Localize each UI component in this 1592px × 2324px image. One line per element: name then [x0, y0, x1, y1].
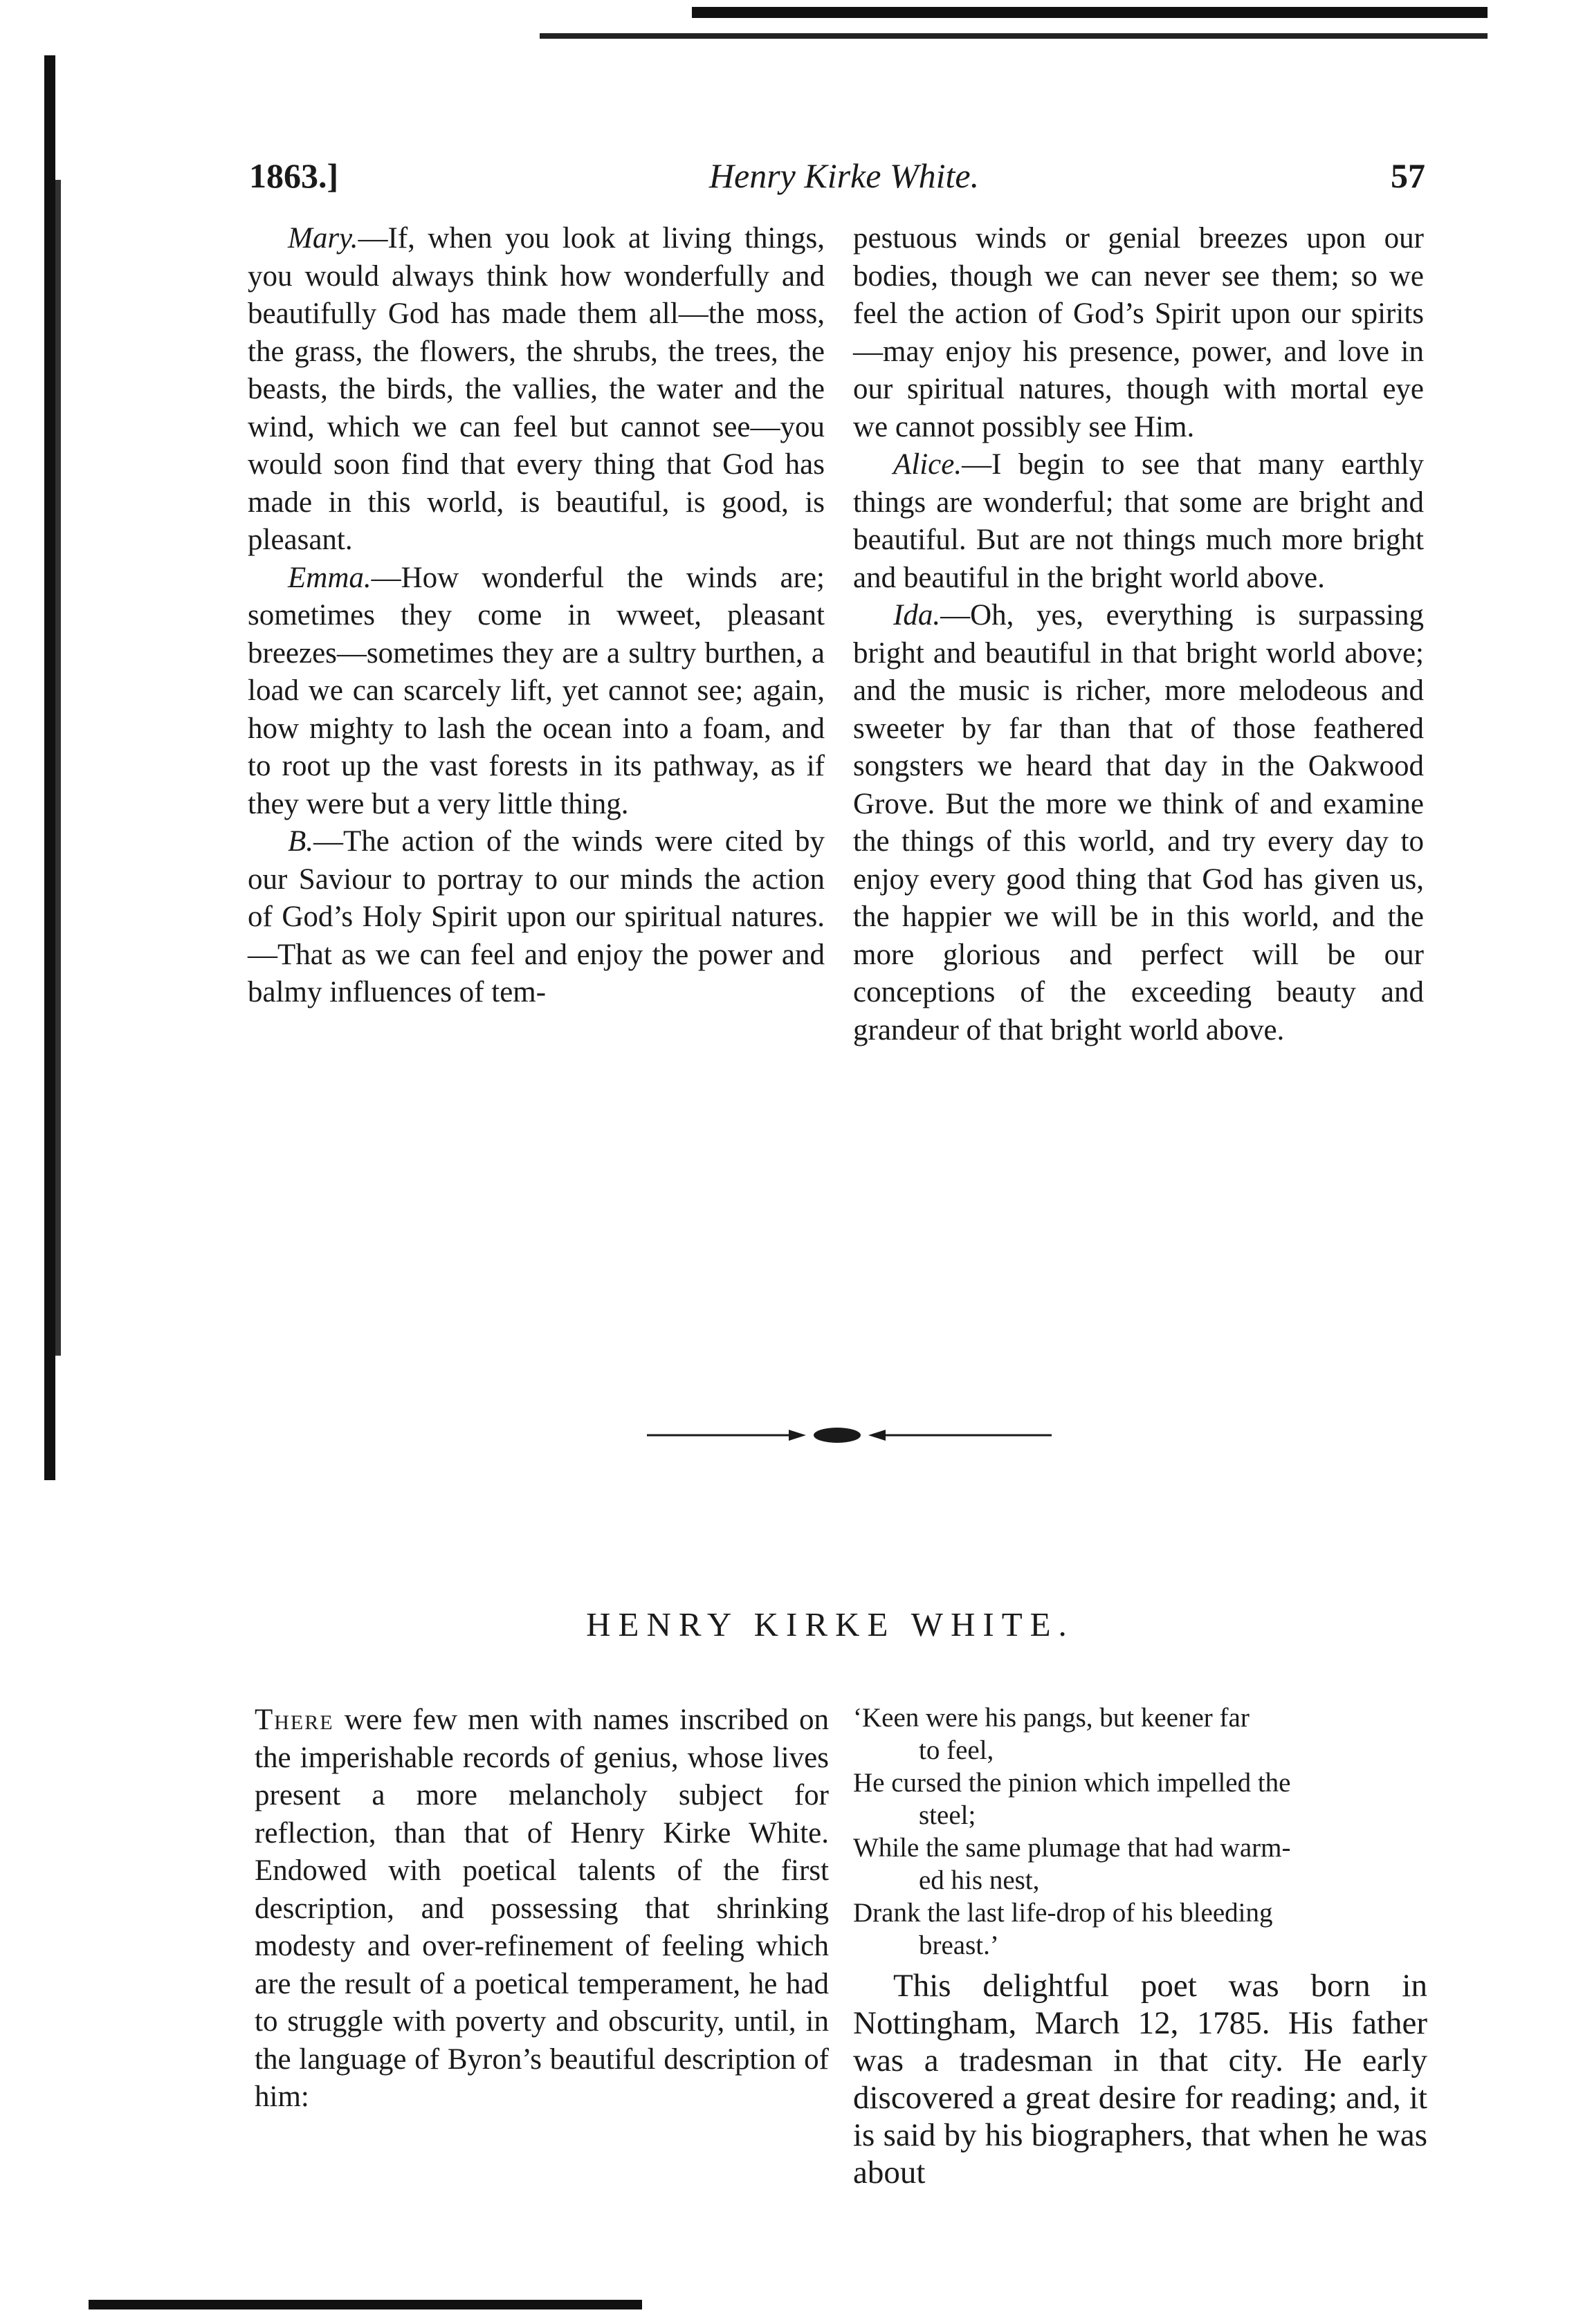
dialogue-text: —How wonderful the winds are; sometimes they come in wweet, pleasant breezes—sometimes they are a sultry burthen, a load we can scarcely lift, yet cannot see; again, how mighty to lash the ocean into a foam, and to root up the vast forests in its pathway, as if they were but a very little thing.: [248, 561, 825, 820]
article-title: HENRY KIRKE WHITE.: [586, 1605, 1074, 1643]
dialogue-paragraph: [248, 823, 825, 1012]
speaker-name: Ida.: [893, 599, 941, 631]
dialogue-column-left: [248, 220, 825, 1012]
article-paragraph: This delightful poet was born in Nottingham, March 12, 1785. His father was a tradesman in that city. He early discovered a great desire for reading; and, it is said by his biographers, that when he was about: [853, 1968, 1427, 2191]
dialogue-text: pestuous winds or genial breezes upon our bodies, though we can never see them; so we feel the action of God’s Spirit upon our spirits—may enjoy his presence, power, and love in our spiritual natures, though with mortal eye we cannot possibly see Him.: [853, 222, 1424, 443]
opening-word: There: [255, 1704, 334, 1736]
dialogue-paragraph: [853, 446, 1424, 597]
verse-line-continuation: breast.’: [919, 1930, 999, 1960]
speaker-name: Emma.: [288, 561, 372, 594]
running-head-title: Henry Kirke White.: [708, 156, 980, 195]
verse-line-continuation: to feel,: [919, 1735, 994, 1765]
verse-line-continuation: steel;: [919, 1800, 976, 1830]
dialogue-paragraph: [853, 220, 1424, 446]
dialogue-text: —If, when you look at living things, you would always think how wonderfully and beautifully God has made them all—the moss, the grass, the flowers, the shrubs, the trees, the beasts, the birds, the vallies, the water and the wind, which we can feel but cannot see—you would soon find that every thing that God has made in this world, is beautiful, is good, is pleasant.: [248, 222, 825, 556]
dialogue-text: —I begin to see that many earthly things are wonderful; that some are bright and beautiful. But are not things much more bright and beautiful in the bright world above.: [853, 448, 1424, 594]
verse-line: He cursed the pinion which impelled the: [853, 1768, 1291, 1798]
page-number: 57: [1391, 156, 1425, 195]
dialogue-paragraph: [248, 220, 825, 560]
byron-quotation: [853, 1702, 1427, 1962]
running-head-year: 1863.]: [249, 156, 339, 195]
speaker-name: B.: [288, 825, 314, 858]
section-divider-ornament: [647, 1421, 1052, 1449]
scan-edge-top: [692, 7, 1488, 18]
dialogue-column-right: [853, 220, 1424, 1049]
scan-edge-bottom: [89, 2300, 642, 2309]
verse-line: While the same plumage that had warm-: [853, 1833, 1291, 1863]
scan-edge-left: [44, 55, 55, 1480]
scan-edge-top-faint: [540, 33, 1488, 39]
dialogue-text: —The action of the winds were cited by our Saviour to portray to our minds the action of God’s Holy Spirit upon our spiritual natures.—That as we can feel and enjoy the power and balmy influences of tem-: [248, 825, 825, 1008]
verse-line: Drank the last life-drop of his bleeding: [853, 1898, 1273, 1928]
verse-line: ‘Keen were his pangs, but keener far: [853, 1703, 1250, 1733]
running-head: [249, 156, 1425, 204]
scan-edge-left-faint: [55, 180, 61, 1356]
dialogue-paragraph: [248, 560, 825, 824]
article-opening-paragraph: [255, 1702, 829, 2116]
speaker-name: Mary.: [288, 222, 358, 255]
verse-line-continuation: ed his nest,: [919, 1865, 1040, 1895]
speaker-name: Alice.: [893, 448, 962, 481]
opening-text: were few men with names inscribed on the imperishable records of genius, whose lives present a more melancholy subject for reflection, than that of Henry Kirke White. Endowed with poetical talents of the first description, and possessing that shrinking modesty and over-refinement of feeling which are the result of a poetical temperament, he had to struggle with poverty and obscurity, until, in the language of Byron’s beautiful description of him:: [255, 1704, 829, 2113]
article-column-left: [255, 1702, 829, 2116]
dialogue-text: —Oh, yes, everything is surpassing bright and beautiful in that bright world above; and the music is richer, more melodeous and sweeter by far than that of those feathered songsters we heard that day in the Oakwood Grove. But the more we think of and examine the things of this world, and try every day to enjoy every good thing that God has given us, the happier we will be in this world, and the more glorious and perfect will be our conceptions of the exceeding beauty and grandeur of that bright world above.: [853, 599, 1424, 1046]
dialogue-paragraph: [853, 597, 1424, 1049]
article-column-right: [853, 1702, 1427, 2191]
